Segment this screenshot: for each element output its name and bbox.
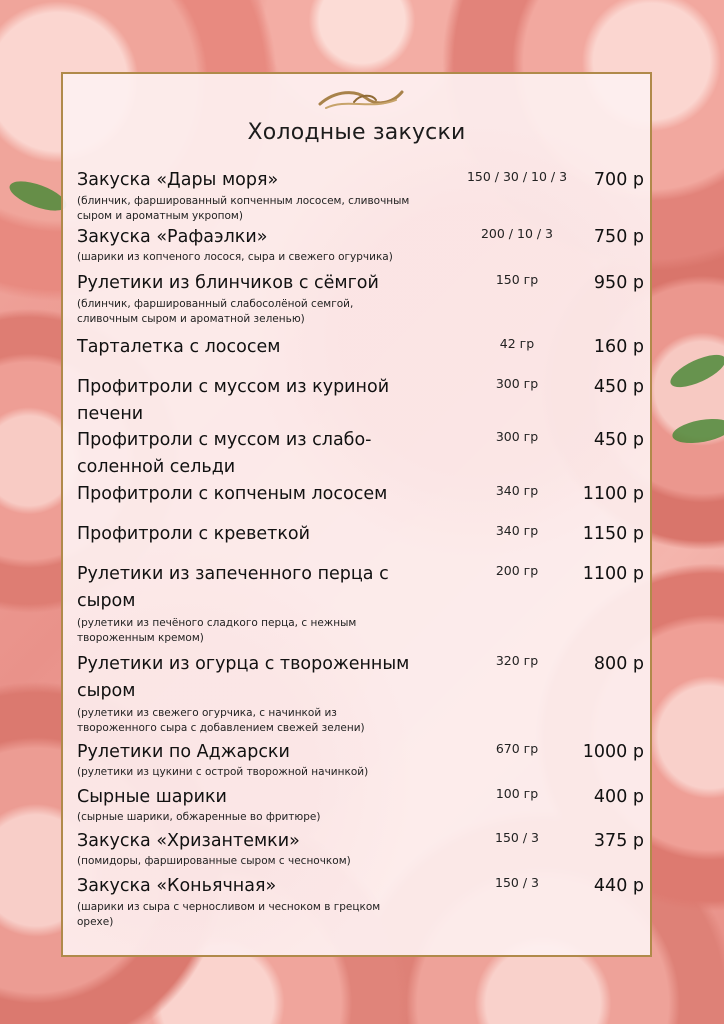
leaf-decoration (666, 348, 724, 393)
item-price: 375 р (593, 831, 644, 851)
item-description: (сырные шарики, обжаренные во фритюре) (77, 811, 321, 823)
menu-item (77, 739, 648, 784)
item-price: 950 р (593, 273, 644, 293)
item-price: 800 р (593, 654, 644, 674)
item-name: Сырные шарики (77, 787, 227, 807)
item-name: Профитроли с копченым лососем (77, 484, 388, 504)
item-description: (шарики из сыра с черносливом и чесноком в грецком орехе) (77, 901, 381, 928)
page-title: Холодные закуски (247, 120, 466, 145)
item-price: 750 р (593, 227, 644, 247)
item-weight: 340 гр (495, 483, 539, 498)
item-price: 160 р (593, 337, 644, 357)
menu-item (77, 828, 648, 873)
item-weight: 42 гр (499, 336, 535, 351)
item-name: Закуска «Рафаэлки» (77, 227, 268, 247)
item-weight: 340 гр (495, 523, 539, 538)
item-name: Закуска «Коньячная» (77, 876, 277, 896)
menu-item (77, 167, 648, 224)
item-weight: 150 гр (495, 272, 539, 287)
menu-item (77, 427, 648, 481)
menu-item (77, 374, 648, 427)
item-name: Рулетики из огурца с твороженным сыром (77, 654, 410, 701)
menu-item (77, 224, 648, 270)
item-price: 400 р (593, 787, 644, 807)
item-weight: 300 гр (495, 376, 539, 391)
menu-item (77, 561, 648, 651)
item-weight: 320 гр (495, 653, 539, 668)
item-name: Тарталетка с лососем (77, 337, 281, 357)
item-price: 450 р (593, 377, 644, 397)
item-weight: 150 / 3 (495, 830, 539, 845)
item-description: (блинчик, фаршированный слабосолёной семгой, сливочным сыром и ароматной зеленью) (77, 298, 354, 325)
menu-item (77, 481, 648, 521)
item-weight: 670 гр (495, 741, 539, 756)
item-description: (рулетики из свежего огурчика, с начинкой из твороженного сыра с добавлением свежей зелени) (77, 707, 365, 734)
menu-panel (61, 72, 652, 957)
item-price: 1100 р (582, 564, 644, 584)
item-price: 1150 р (582, 524, 644, 544)
item-description: (блинчик, фаршированный копченным лососем, сливочным сыром и ароматным укропом) (77, 195, 410, 222)
item-name: Профитроли с креветкой (77, 524, 310, 544)
item-name: Закуска «Хризантемки» (77, 831, 300, 851)
item-weight: 100 гр (495, 786, 539, 801)
item-name: Профитроли с муссом из куриной печени (77, 377, 390, 424)
item-name: Закуска «Дары моря» (77, 170, 279, 190)
item-description: (рулетики из цукини с острой творожной начинкой) (77, 766, 369, 778)
item-weight: 200 / 10 / 3 (480, 226, 554, 241)
item-name: Рулетики по Аджарски (77, 742, 290, 762)
item-name: Рулетики из запеченного перца с сыром (77, 564, 389, 611)
item-price: 440 р (593, 876, 644, 896)
menu-item (77, 873, 648, 933)
menu-list (77, 167, 648, 933)
menu-item (77, 334, 648, 374)
item-weight: 150 / 30 / 10 / 3 (466, 169, 568, 184)
menu-item (77, 521, 648, 561)
item-price: 1000 р (582, 742, 644, 762)
item-description: (шарики из копченого лосося, сыра и свежего огурчика) (77, 251, 393, 263)
menu-item (77, 651, 648, 739)
item-price: 1100 р (582, 484, 644, 504)
item-description: (помидоры, фаршированные сыром с чесночком) (77, 855, 351, 867)
leaf-decoration (671, 415, 724, 447)
item-name: Рулетики из блинчиков с сёмгой (77, 273, 379, 293)
item-name: Профитроли с муссом из слабо-соленной сельди (77, 430, 372, 477)
menu-item (77, 270, 648, 334)
item-weight: 300 гр (495, 429, 539, 444)
menu-item (77, 784, 648, 828)
item-price: 450 р (593, 430, 644, 450)
item-weight: 200 гр (495, 563, 539, 578)
item-weight: 150 / 3 (495, 875, 539, 890)
ornament-icon (316, 84, 406, 114)
item-price: 700 р (593, 170, 644, 190)
item-description: (рулетики из печёного сладкого перца, с нежным твороженным кремом) (77, 617, 357, 644)
